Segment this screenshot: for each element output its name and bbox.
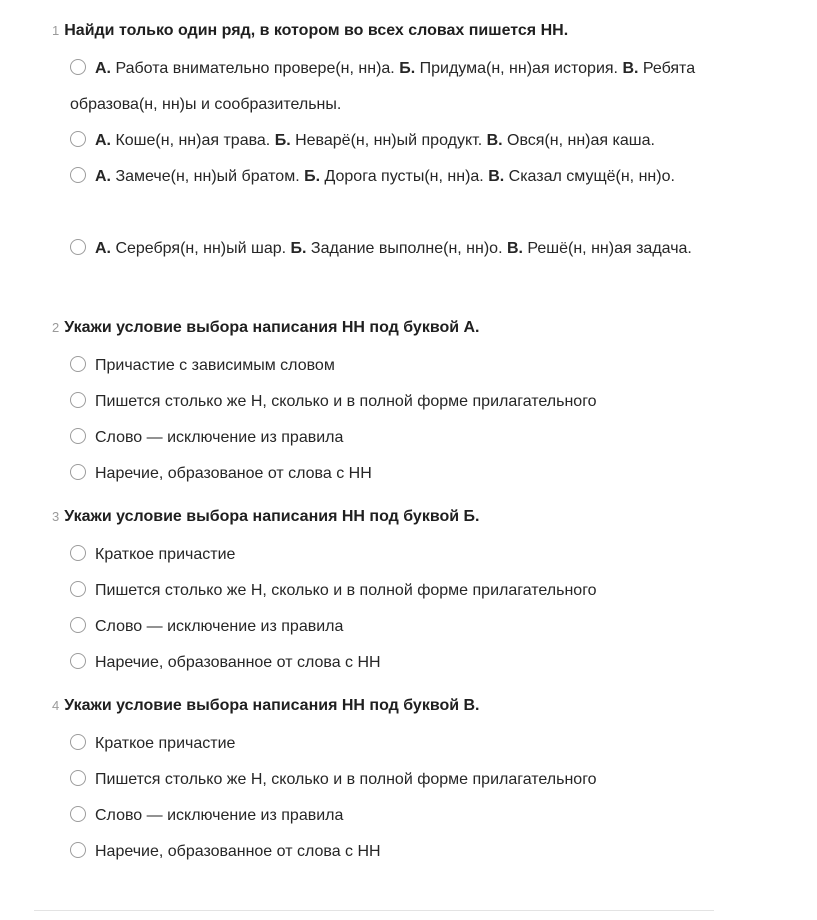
radio-button[interactable] bbox=[70, 842, 86, 858]
answer-option[interactable] bbox=[70, 609, 730, 645]
option-text: Пишется столько же Н, сколько и в полной форме прилагательного bbox=[95, 393, 597, 410]
question-title: Найди только один ряд, в котором во всех словах пишется НН. bbox=[64, 22, 569, 39]
option-text: Пишется столько же Н, сколько и в полной форме прилагательного bbox=[95, 771, 597, 788]
question-number: 1 bbox=[52, 23, 60, 38]
radio-button[interactable] bbox=[70, 239, 86, 255]
answer-option[interactable] bbox=[70, 384, 730, 420]
option-text: Пишется столько же Н, сколько и в полной форме прилагательного bbox=[95, 582, 597, 599]
answer-option[interactable] bbox=[70, 762, 730, 798]
question-number: 4 bbox=[52, 698, 60, 713]
option-text: А. Замече(н, нн)ый братом. Б. Дорога пусты(н, нн)а. В. Сказал смущё(н, нн)о. bbox=[95, 168, 675, 185]
answer-option[interactable] bbox=[70, 573, 730, 609]
question-header bbox=[52, 508, 479, 526]
answer-option[interactable] bbox=[70, 726, 730, 762]
answer-option[interactable] bbox=[70, 420, 730, 456]
option-text: Краткое причастие bbox=[95, 735, 236, 752]
option-text: Наречие, образованое от слова с НН bbox=[95, 465, 372, 482]
radio-button[interactable] bbox=[70, 617, 86, 633]
radio-button[interactable] bbox=[70, 545, 86, 561]
answer-option[interactable] bbox=[70, 348, 730, 384]
answer-option[interactable] bbox=[70, 834, 730, 870]
answer-option[interactable] bbox=[70, 456, 730, 492]
question-header bbox=[52, 319, 480, 337]
answer-option[interactable] bbox=[70, 51, 730, 123]
radio-button[interactable] bbox=[70, 356, 86, 372]
question-number: 3 bbox=[52, 509, 60, 524]
radio-button[interactable] bbox=[70, 653, 86, 669]
option-text: Причастие с зависимым словом bbox=[95, 357, 335, 374]
answer-option[interactable] bbox=[70, 159, 730, 195]
bottom-divider bbox=[34, 910, 714, 911]
option-text: Слово — исключение из правила bbox=[95, 807, 344, 824]
question-title: Укажи условие выбора написания НН под буквой Б. bbox=[64, 508, 480, 525]
question-title: Укажи условие выбора написания НН под буквой А. bbox=[64, 319, 480, 336]
radio-button[interactable] bbox=[70, 581, 86, 597]
radio-button[interactable] bbox=[70, 770, 86, 786]
answer-option[interactable] bbox=[70, 645, 730, 681]
option-text: А. Коше(н, нн)ая трава. Б. Неварё(н, нн)ый продукт. В. Овся(н, нн)ая каша. bbox=[95, 132, 655, 149]
radio-button[interactable] bbox=[70, 464, 86, 480]
question-title: Укажи условие выбора написания НН под буквой В. bbox=[64, 697, 480, 714]
option-text: Наречие, образованное от слова с НН bbox=[95, 654, 381, 671]
radio-button[interactable] bbox=[70, 806, 86, 822]
answer-option[interactable] bbox=[70, 537, 730, 573]
option-text: Краткое причастие bbox=[95, 546, 236, 563]
question-number: 2 bbox=[52, 320, 60, 335]
option-text: Наречие, образованное от слова с НН bbox=[95, 843, 381, 860]
question-header bbox=[52, 697, 480, 715]
radio-button[interactable] bbox=[70, 59, 86, 75]
option-text: Слово — исключение из правила bbox=[95, 429, 344, 446]
radio-button[interactable] bbox=[70, 734, 86, 750]
question-header bbox=[52, 22, 568, 40]
answer-option[interactable] bbox=[70, 231, 730, 267]
option-text: А. Работа внимательно провере(н, нн)а. Б. Придума(н, нн)ая история. В. Ребята образова(н, нн)ы и сообразительны. bbox=[70, 60, 696, 113]
radio-button[interactable] bbox=[70, 131, 86, 147]
option-text: Слово — исключение из правила bbox=[95, 618, 344, 635]
option-text: А. Серебря(н, нн)ый шар. Б. Задание выполне(н, нн)о. В. Решё(н, нн)ая задача. bbox=[95, 240, 692, 257]
answer-option[interactable] bbox=[70, 798, 730, 834]
radio-button[interactable] bbox=[70, 428, 86, 444]
answer-option[interactable] bbox=[70, 123, 730, 159]
radio-button[interactable] bbox=[70, 167, 86, 183]
radio-button[interactable] bbox=[70, 392, 86, 408]
